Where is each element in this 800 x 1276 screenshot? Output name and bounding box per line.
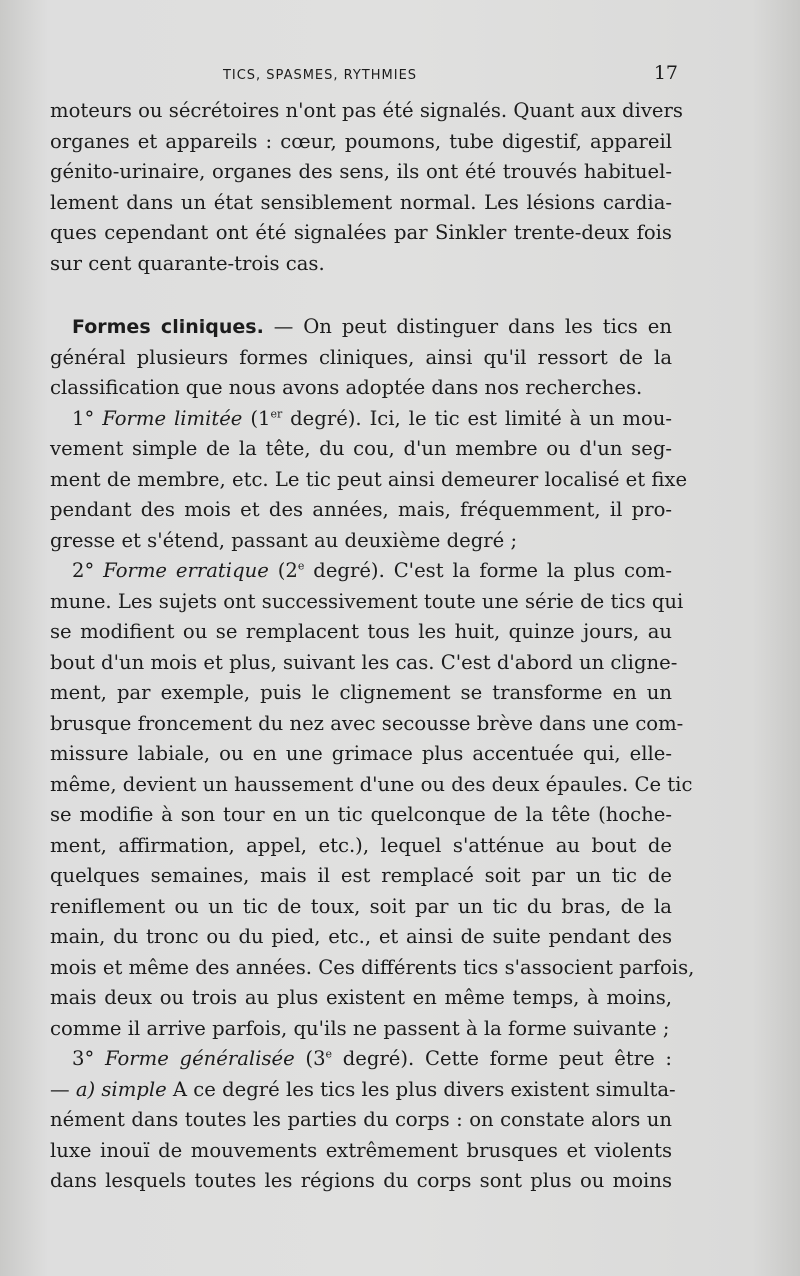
text-line: classification que nous avons adoptée dans nos recherches. (50, 376, 643, 399)
text-line (50, 1075, 676, 1106)
text-line: vement simple de la tête, du cou, d'un membre ou d'un seg- (50, 437, 672, 460)
text-fragment: degré). C'est la forme la plus com- (304, 559, 673, 582)
running-head-title: TICS, SPASMES, RYTHMIES (222, 68, 418, 83)
degree-superscript: e (297, 559, 305, 573)
text-line: génito-urinaire, organes des sens, ils ont été trouvés habituel- (50, 160, 672, 183)
text-line: brusque froncement du nez avec secousse brève dans une com- (50, 711, 684, 735)
text-line: comme il arrive parfois, qu'ils ne passent à la forme suivante ; (50, 1016, 670, 1040)
item-name: Forme limitée (102, 406, 243, 430)
text-fragment: — On peut distinguer dans les tics en (263, 315, 672, 338)
text-line: ment, affirmation, appel, etc.), lequel s'atténue au bout de (50, 833, 672, 857)
text-fragment: degré). Ici, le tic est limité à un mou- (282, 406, 673, 430)
item-heading-line (50, 556, 672, 587)
text-line: quelques semaines, mais il est remplacé soit par un tic de (50, 864, 672, 887)
text-fragment: A ce degré les tics les plus divers existent simulta- (166, 1077, 676, 1101)
text-line: mais deux ou trois au plus existent en même temps, à moins, (50, 986, 672, 1009)
text-line: ment, par exemple, puis le clignement se transforme en un (50, 681, 672, 704)
text-line: organes et appareils : cœur, poumons, tube digestif, appareil (50, 129, 672, 153)
text-line: moteurs ou sécrétoires n'ont pas été signalés. Quant aux divers (50, 99, 683, 122)
item-number: 2° (72, 559, 95, 582)
text-line: main, du tronc ou du pied, etc., et ainsi de suite pendant des (50, 925, 672, 948)
item-heading-line (50, 1044, 672, 1075)
text-line: mois et même des années. Ces différents tics s'associent parfois, (50, 955, 695, 979)
degree-superscript: er (270, 406, 283, 420)
text-line: reniflement ou un tic de toux, soit par un tic du bras, de la (50, 894, 672, 918)
text-line: pendant des mois et des années, mais, fréquemment, il pro- (50, 498, 672, 521)
degree-label: (2 (277, 559, 298, 582)
text-line: général plusieurs formes cliniques, ainsi qu'il ressort de la (50, 345, 672, 369)
item-number: 1° (72, 406, 95, 430)
text-line: gresse et s'étend, passant au deuxième degré ; (50, 528, 518, 552)
text-line: ques cependant ont été signalées par Sinkler trente-deux fois (50, 221, 672, 244)
text-line: lement dans un état sensiblement normal. Les lésions cardia- (50, 190, 672, 214)
text-line: ment de membre, etc. Le tic peut ainsi demeurer localisé et fixe (50, 467, 688, 491)
item-number: 3° (72, 1047, 95, 1070)
text-line: même, devient un haussement d'une ou des deux épaules. Ce tic (50, 772, 693, 796)
section-heading: Formes cliniques. (72, 316, 264, 338)
text-fragment: — (50, 1077, 76, 1101)
running-head (50, 62, 678, 88)
text-line: luxe inouï de mouvements extrêmement brusques et violents (50, 1138, 672, 1162)
degree-label: (1 (250, 406, 271, 430)
text-fragment: degré). Cette forme peut être : (332, 1047, 672, 1070)
text-line: nément dans toutes les parties du corps : on constate alors un (50, 1108, 672, 1131)
body-text (50, 96, 695, 1197)
degree-label: (3 (305, 1047, 326, 1070)
text-line: missure labiale, ou en une grimace plus accentuée qui, elle- (50, 742, 672, 765)
item-heading-line (50, 404, 672, 435)
text-line: mune. Les sujets ont successivement toute une série de tics qui (50, 589, 684, 613)
item-name: Forme erratique (103, 559, 269, 582)
text-line: se modifient ou se remplacent tous les huit, quinze jours, au (50, 620, 672, 643)
page-number: 17 (653, 62, 678, 84)
section-heading-line (50, 312, 672, 343)
text-line: bout d'un mois et plus, suivant les cas. C'est d'abord un cligne- (50, 650, 678, 674)
text-line: dans lesquels toutes les régions du corps sont plus ou moins (50, 1169, 672, 1192)
item-name: Forme généralisée (104, 1047, 295, 1070)
degree-superscript: e (325, 1047, 333, 1061)
text-line: se modifie à son tour en un tic quelconque de la tête (hoche- (50, 803, 672, 826)
text-line: sur cent quarante-trois cas. (50, 251, 325, 275)
subitem-name: a) simple (75, 1077, 167, 1101)
